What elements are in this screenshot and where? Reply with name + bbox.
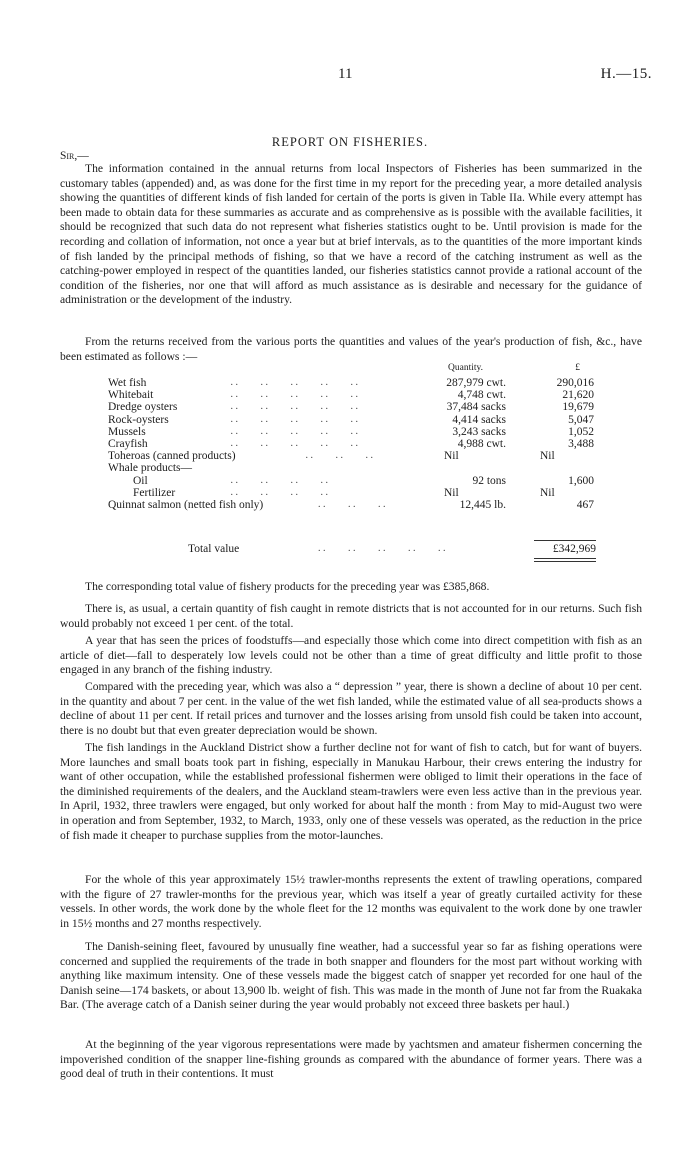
paragraph-auckland: The fish landings in the Auckland District show a further decline not for want of fish to catch, but for want of buyers. More launches and small boats took part in fishing, especially in Manukau Harbour, their crews entering the industry for want of other occupation, while the established professional fishermen were obliged to limit their operations in the face of the diminished requirements of the dealers, and the Auckland steam-trawlers were even less active than in the previous year. In April, 1932, three trawlers were engaged, but only worked for about half the month : from May to mid-August two were in operation and from September, 1932, to March, 1933, only one of these vessels was operated, as the reduction in the price of fish made it cheaper to purchase supplies from the motor-launches. <box>60 741 642 842</box>
paragraph-decline: Compared with the preceding year, which was also a “ depression ” year, there is shown a decline of about 10 per cent. in the quantity and about 7 per cent. in the value of the wet fish landed, while the estimated value of all sea-products shows a decline of about 11 per cent. If retail prices and turnover and the losses arising from unsold fish could be taken into account, there is no doubt but that even greater depreciation would be shown. <box>60 680 642 737</box>
table-row <box>108 450 594 462</box>
table-row <box>108 377 594 389</box>
row-label: Dredge oysters <box>108 401 178 414</box>
table-row <box>108 401 594 413</box>
paragraph-danish-seining: The Danish-seining fleet, favoured by unusually fine weather, had a successful year so far as fishing operations were concerned and supplied the requirements of the trade in both snapper and flounders for the most part without working with anything like maximum intensity. One of these vessels made the biggest catch of snapper yet recorded for one haul of the Danish seine—174 baskets, or about 13,900 lb. weight of fish. This was made in the month of June not far from the Ruakaka Bar. (The average catch of a Danish seiner during the year would probably not exceed three baskets per haul.) <box>60 940 642 1012</box>
leader-dots: . . . . . . . . <box>203 474 328 486</box>
row-quantity: 4,748 cwt. <box>457 389 506 402</box>
sum-rule <box>534 540 596 541</box>
paragraph-trawlers: For the whole of this year approximately 15½ trawler-months represents the extent of trawling operations, compared with the figure of 27 trawler-months for the previous year, which was itself a year of greatly curtailed activity for these vessels. In other words, the work done by the whole fleet for the 12 months was equivalent to the work done by one trawler in 15½ months and 27 months respectively. <box>60 873 642 930</box>
row-quantity: Nil <box>444 450 459 463</box>
row-label: Mussels <box>108 425 146 438</box>
paragraph-unaccounted: There is, as usual, a certain quantity of fish caught in remote districts that is not accounted for in our returns. Such fish would probably not exceed 1 per cent. of the total. <box>60 602 642 630</box>
row-quantity: 3,243 sacks <box>452 425 506 438</box>
salutation: Sir,— <box>60 150 89 162</box>
document-reference: H.—15. <box>600 66 652 82</box>
paragraph-yachtsmen: At the beginning of the year vigorous representations were made by yachtsmen and amateur fishermen concerning the impoverished condition of the snapper line-fishing grounds as compared with the abundance of former years. There was a good deal of truth in their contentions. It must <box>60 1038 642 1081</box>
row-value: 21,620 <box>562 389 594 402</box>
leader-dots: . . . . . . . . . . <box>203 377 358 388</box>
leader-dots: . . . . . . . . . . <box>203 413 358 425</box>
row-value: 5,047 <box>568 413 594 426</box>
row-label: Whitebait <box>108 389 154 402</box>
row-label: Oil <box>133 474 148 487</box>
row-value: Nil <box>540 450 555 463</box>
leader-dots: . . . . . . . . . . <box>203 437 358 449</box>
total-label: Total value <box>188 543 240 555</box>
row-label: Fertilizer <box>133 486 176 499</box>
paragraph-returns: From the returns received from the various ports the quantities and values of the year's production of fish, &c., have been estimated as follows :— <box>60 335 642 363</box>
row-value: 467 <box>576 498 594 511</box>
column-quantity-header: Quantity. <box>448 363 484 373</box>
total-value: £342,969 <box>552 543 596 555</box>
row-quantity: 287,979 cwt. <box>446 377 506 389</box>
table-row <box>108 438 594 450</box>
row-label: Wet fish <box>108 377 147 389</box>
table-row <box>108 499 594 511</box>
paragraph-preceding-total: The corresponding total value of fishery products for the preceding year was £385,868. <box>85 580 490 593</box>
table-row <box>108 414 594 426</box>
row-label: Whale products— <box>108 462 192 475</box>
row-label: Toheroas (canned products) <box>108 450 236 463</box>
row-label: Quinnat salmon (netted fish only) <box>108 498 264 511</box>
row-quantity: 4,414 sacks <box>452 413 506 426</box>
page-number: 11 <box>338 66 353 82</box>
paragraph-introduction: The information contained in the annual returns from local Inspectors of Fisheries has been summarized in the customary tables (appended) and, as was done for the first time in my report for the preceding year, a more detailed analysis showing the quantities of different kinds of fish landed for certain of the ports is given in Table IIa. While every attempt has been made to obtain data for these summaries as accurate and as comprehensive as is possible with the available facilities, it should be recognized that such data do not represent what fisheries statistics ought to be. Until provision is made for the recording and collation of information, not once a year but at brief intervals, as to the quantities of the more important kinds of fish landed by the principal methods of fishing, so that we have a record of the catching instrument as well as the catching-power employed in respect of the quantities landed, our fisheries statistics cannot provide a rational account of the condition of the fisheries, nor one that will afford as much assistance as is desirable and necessary for the guidance of administration or the development of the industry. <box>60 162 642 307</box>
leader-dots: . . . . . . . . . . <box>203 389 358 401</box>
row-quantity: 37,484 sacks <box>446 401 506 414</box>
row-value: 3,488 <box>568 437 594 450</box>
row-quantity: 12,445 lb. <box>459 498 506 511</box>
table-row <box>108 389 594 401</box>
leader-dots: . . . . . . . . . . <box>203 425 358 437</box>
row-quantity: 4,988 cwt. <box>457 437 506 450</box>
column-value-header: £ <box>575 363 580 373</box>
row-value: 1,600 <box>568 474 594 487</box>
total-double-rule <box>534 558 596 562</box>
row-value: 290,016 <box>556 377 594 389</box>
table-row <box>108 462 594 474</box>
production-table <box>108 363 594 511</box>
leader-dots: . . . . . . . . . . <box>318 543 446 554</box>
table-row <box>108 426 594 438</box>
paragraph-prices: A year that has seen the prices of foodstuffs—and especially those which come into direct competition with fish as an article of diet—fall to desperately low levels could not be other than a time of great difficulty and little profit to those engaged in any branch of the fishing industry. <box>60 634 642 677</box>
row-quantity: 92 tons <box>472 474 506 487</box>
report-title: REPORT ON FISHERIES. <box>271 135 429 149</box>
row-quantity: Nil <box>444 486 459 499</box>
row-value: 1,052 <box>568 425 594 438</box>
table-header <box>108 363 594 377</box>
leader-dots: . . . . . . <box>313 498 386 510</box>
table-row <box>108 487 594 499</box>
row-value: 19,679 <box>562 401 594 414</box>
leader-dots: . . . . . . <box>288 450 373 462</box>
row-label: Crayfish <box>108 437 148 450</box>
row-label: Rock-oysters <box>108 413 169 426</box>
leader-dots: . . . . . . . . <box>203 486 328 498</box>
leader-dots: . . . . . . . . . . <box>203 401 358 413</box>
row-value: Nil <box>540 486 555 499</box>
table-row <box>108 475 594 487</box>
